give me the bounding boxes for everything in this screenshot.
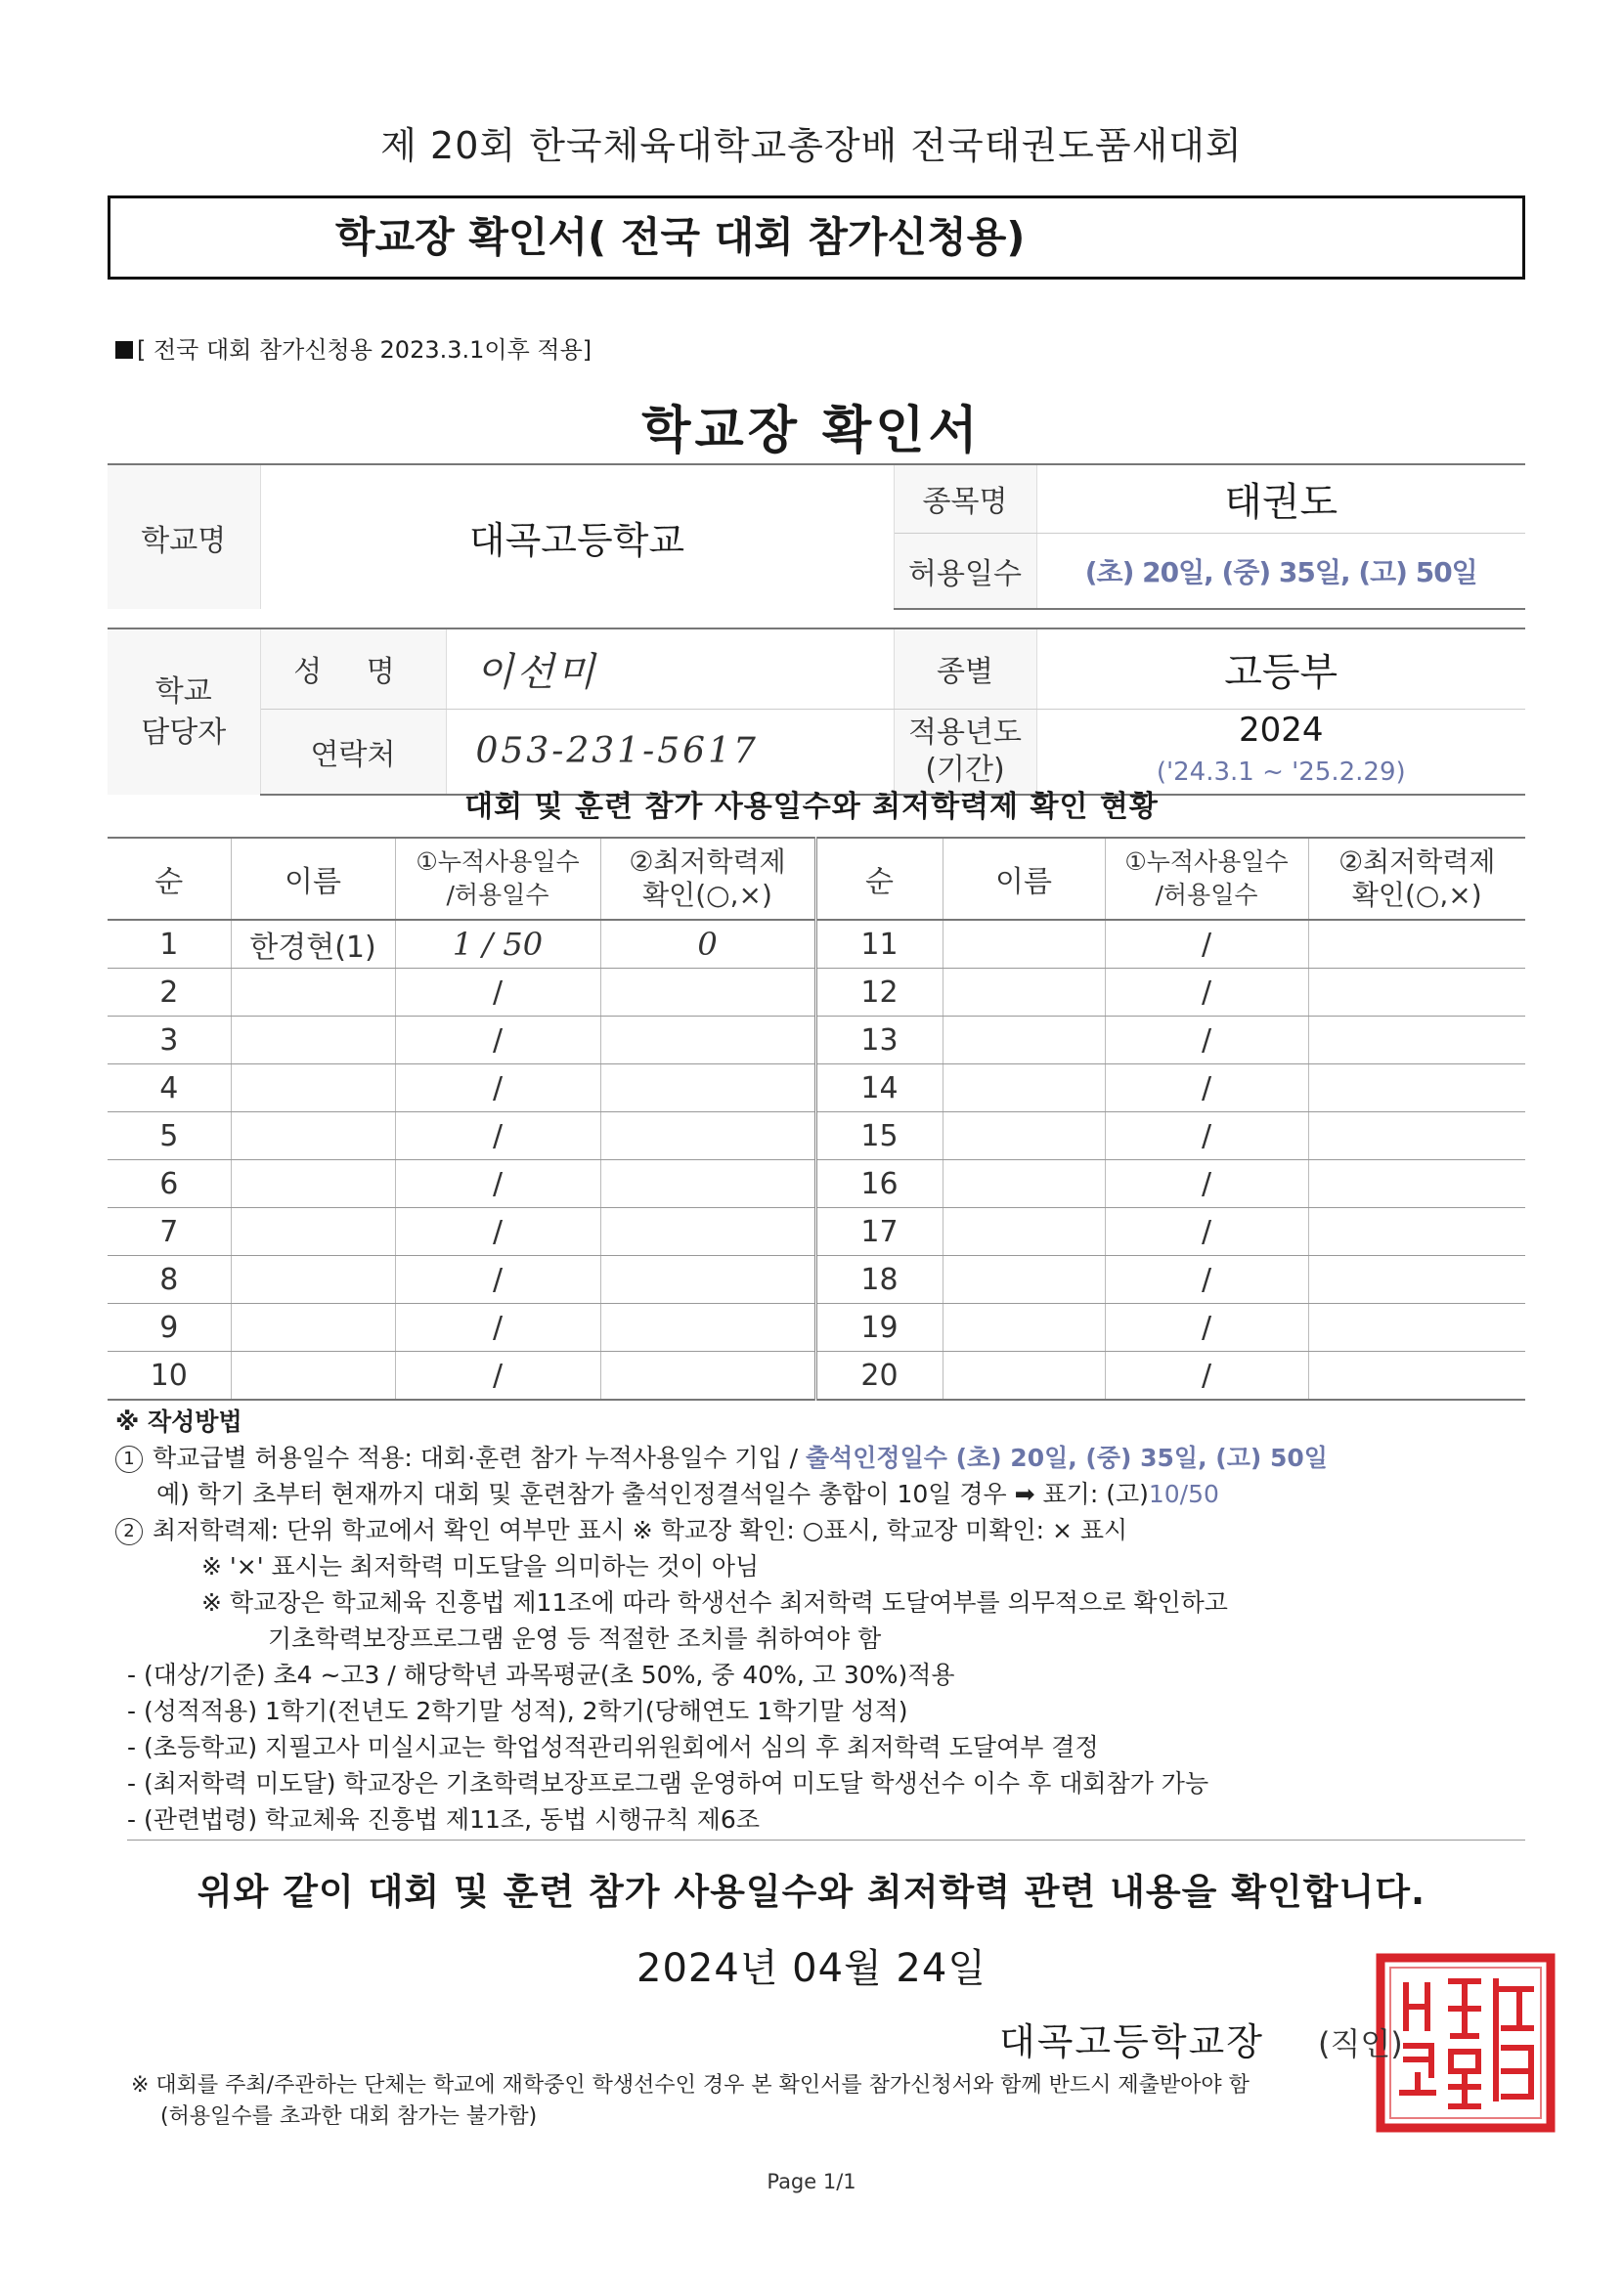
used-days-right: / [1105, 1304, 1308, 1352]
year-value: 2024 [1238, 711, 1324, 751]
confirmation-statement: 위와 같이 대회 및 훈련 참가 사용일수와 최저학력 관련 내용을 확인합니다. [197, 1871, 1426, 1913]
header-min-line1: ②최저학력제 [1338, 845, 1496, 878]
min-score-check-right [1308, 1352, 1525, 1401]
used-days-right: / [1105, 1352, 1308, 1401]
guide-item-1-text: 학교급별 허용일수 적용: 대회·훈련 참가 누적사용일수 기입 / [153, 1444, 799, 1472]
guide-note-2-cont: 기초학력보장프로그램 운영 등 적절한 조치를 취하여야 함 [268, 1625, 882, 1653]
min-score-check-left [600, 1017, 815, 1064]
year-label-line2: (기간) [925, 752, 1005, 787]
participant-name-left [231, 1112, 395, 1160]
seal-label: (직인) [1318, 2025, 1403, 2062]
used-days-right: / [1105, 1160, 1308, 1208]
divider [127, 1840, 1525, 1841]
event-title: 제 20회 한국체육대학교총장배 전국태권도품새대회 [380, 124, 1243, 167]
row-number-left: 2 [108, 969, 231, 1017]
school-label: 학교명 [108, 464, 260, 609]
header-cum-line2: /허용일수 [1155, 881, 1258, 909]
used-days-left: / [395, 969, 600, 1017]
table-row [108, 1256, 1525, 1304]
row-number-right: 15 [815, 1112, 943, 1160]
usage-table [108, 837, 1525, 1401]
usage-table-body [108, 920, 1525, 1400]
manager-label-line1: 학교 [154, 673, 212, 709]
principal-title: 대곡고등학교장 [999, 2020, 1264, 2063]
footnote-line-2: (허용일수를 초과한 대회 참가는 불가함) [160, 2104, 538, 2129]
row-number-left: 8 [108, 1256, 231, 1304]
row-number-left: 9 [108, 1304, 231, 1352]
guide-bullet: - (최저학력 미도달) 학교장은 기초학력보장프로그램 운영하여 미도달 학생선수 이수 후 대회참가 가능 [127, 1769, 1209, 1798]
header-min-line2: 확인(○,×) [642, 879, 772, 911]
guide-bullet: - (관련법령) 학교체육 진흥법 제11조, 동법 시행규칙 제6조 [127, 1805, 760, 1834]
used-days-left: / [395, 1352, 600, 1401]
participant-name-right [943, 1256, 1105, 1304]
table-row [108, 1017, 1525, 1064]
row-number-right: 20 [815, 1352, 943, 1401]
header-cum-left [395, 838, 600, 920]
table-row [108, 1352, 1525, 1401]
min-score-check-left [600, 1160, 815, 1208]
school-name: 대곡고등학교 [260, 464, 894, 609]
used-days-right: / [1105, 1064, 1308, 1112]
form-title-box: 학교장 확인서( 전국 대회 참가신청용) [108, 195, 1525, 280]
guide-example-value: 10/50 [1148, 1480, 1219, 1508]
row-number-right: 12 [815, 969, 943, 1017]
header-seq-left: 순 [108, 838, 231, 920]
used-days-right: / [1105, 1208, 1308, 1256]
participant-name-right [943, 920, 1105, 969]
guide-item-2 [115, 1512, 1523, 1548]
contact-label: 연락처 [260, 709, 446, 795]
period-value: ('24.3.1 ~ '25.2.29) [1156, 758, 1406, 788]
allowed-days-value: (초) 20일, (중) 35일, (고) 50일 [1036, 533, 1525, 609]
row-number-right: 19 [815, 1304, 943, 1352]
guide-note-1: ※ '×' 표시는 최저학력 미도달을 의미하는 것이 아님 [201, 1552, 760, 1581]
row-number-left: 4 [108, 1064, 231, 1112]
min-score-check-left [600, 1352, 815, 1401]
header-min-line1: ②최저학력제 [629, 845, 786, 878]
participant-name-left [231, 1352, 395, 1401]
min-score-check-right [1308, 1208, 1525, 1256]
header-cum-line2: /허용일수 [446, 881, 549, 909]
used-days-right: / [1105, 1017, 1308, 1064]
participant-name-left [231, 1304, 395, 1352]
usage-table-title: 대회 및 훈련 참가 사용일수와 최저학력제 확인 현황 [464, 790, 1159, 824]
division-label: 종별 [894, 628, 1036, 709]
participant-name-right [943, 1352, 1105, 1401]
row-number-left: 5 [108, 1112, 231, 1160]
min-score-check-left [600, 969, 815, 1017]
participant-name-right [943, 1064, 1105, 1112]
table-row [108, 920, 1525, 969]
min-score-check-left [600, 1304, 815, 1352]
guide-item-1 [115, 1440, 1523, 1476]
square-bullet-icon [115, 341, 133, 359]
page-number: Page 1/1 [767, 2170, 856, 2193]
min-score-check-right [1308, 1304, 1525, 1352]
row-number-right: 11 [815, 920, 943, 969]
circled-number-icon: 1 [115, 1446, 143, 1473]
allowed-days-label: 허용일수 [894, 533, 1036, 609]
header-name-left: 이름 [231, 838, 395, 920]
row-number-left: 10 [108, 1352, 231, 1401]
guide-bullet: - (성적적용) 1학기(전년도 2학기말 성적), 2학기(당해연도 1학기말 성적) [127, 1697, 908, 1725]
min-score-check-left [600, 1112, 815, 1160]
header-min-left [600, 838, 815, 920]
header-cum-right [1105, 838, 1308, 920]
min-score-check-right [1308, 1160, 1525, 1208]
used-days-left: / [395, 1017, 600, 1064]
header-min-line2: 확인(○,×) [1351, 879, 1482, 911]
guide-example [115, 1476, 1523, 1512]
application-notice [115, 330, 592, 365]
participant-name-left [231, 1064, 395, 1112]
participant-name-right [943, 1304, 1105, 1352]
division-value: 고등부 [1036, 628, 1525, 709]
table-row [108, 1112, 1525, 1160]
footnote-line-1: ※ 대회를 주최/주관하는 단체는 학교에 재학중인 학생선수인 경우 본 확인서를 참가신청서와 함께 반드시 제출받아야 함 [131, 2073, 1250, 2098]
table-row [108, 1064, 1525, 1112]
header-min-right [1308, 838, 1525, 920]
used-days-left: / [395, 1160, 600, 1208]
used-days-left: 1 / 50 [395, 920, 600, 969]
notice-text: [ 전국 대회 참가신청용 2023.3.1이후 적용] [137, 336, 592, 364]
min-score-check-right [1308, 1256, 1525, 1304]
footnote [131, 2070, 1250, 2133]
used-days-right: / [1105, 1256, 1308, 1304]
participant-name-right [943, 1017, 1105, 1064]
min-score-check-left [600, 1208, 815, 1256]
guide-bullet: - (대상/기준) 초4 ~고3 / 해당학년 과목평균(초 50%, 중 40%, 고 30%)적용 [127, 1661, 955, 1689]
participant-name-right [943, 1112, 1105, 1160]
participant-name-left [231, 1160, 395, 1208]
year-label-line1: 적용년도 [908, 715, 1022, 750]
sport-value: 태권도 [1036, 464, 1525, 533]
min-score-check-right [1308, 920, 1525, 969]
header-name-right: 이름 [943, 838, 1105, 920]
writing-guide [115, 1404, 1523, 1838]
table-row [108, 969, 1525, 1017]
person-name-value: 이선미 [446, 628, 894, 709]
table-row [108, 1304, 1525, 1352]
participant-name-left [231, 1256, 395, 1304]
used-days-right: / [1105, 969, 1308, 1017]
participant-name-right [943, 1160, 1105, 1208]
guide-bullet: - (초등학교) 지필고사 미실시교는 학업성적관리위원회에서 심의 후 최저학력 도달여부 결정 [127, 1733, 1099, 1761]
circled-number-icon: 2 [115, 1518, 143, 1545]
participant-name-left [231, 969, 395, 1017]
manager-label [108, 628, 260, 795]
participant-name-left [231, 1208, 395, 1256]
main-title: 학교장 확인서 [641, 402, 982, 460]
row-number-right: 16 [815, 1160, 943, 1208]
table-row [108, 1160, 1525, 1208]
min-score-check-left [600, 1064, 815, 1112]
row-number-right: 13 [815, 1017, 943, 1064]
min-score-check-left: 0 [600, 920, 815, 969]
min-score-check-right [1308, 1112, 1525, 1160]
manager-label-line2: 담당자 [141, 715, 227, 750]
participant-name-left [231, 1017, 395, 1064]
min-score-check-left [600, 1256, 815, 1304]
used-days-right: / [1105, 1112, 1308, 1160]
header-cum-line1: ①누적사용일수 [1124, 847, 1289, 876]
row-number-left: 1 [108, 920, 231, 969]
header-seq-right: 순 [815, 838, 943, 920]
used-days-left: / [395, 1112, 600, 1160]
min-score-check-right [1308, 1064, 1525, 1112]
contact-value: 053-231-5617 [446, 709, 894, 795]
sport-label: 종목명 [894, 464, 1036, 533]
row-number-left: 7 [108, 1208, 231, 1256]
row-number-left: 6 [108, 1160, 231, 1208]
guide-example-text: 예) 학기 초부터 현재까지 대회 및 훈련참가 출석인정결석일수 총합이 10일 경우 ➡ 표기: (고) [156, 1480, 1149, 1508]
issue-date: 2024년 04월 24일 [636, 1946, 987, 1991]
row-number-right: 18 [815, 1256, 943, 1304]
used-days-left: / [395, 1304, 600, 1352]
row-number-right: 17 [815, 1208, 943, 1256]
info-table [108, 463, 1525, 796]
participant-name-right [943, 969, 1105, 1017]
guide-item-1-highlight: 출석인정일수 (초) 20일, (중) 35일, (고) 50일 [805, 1444, 1328, 1472]
guide-heading: ※ 작성방법 [115, 1408, 242, 1436]
guide-note-2: ※ 학교장은 학교체육 진흥법 제11조에 따라 학생선수 최저학력 도달여부를 의무적으로 확인하고 [201, 1588, 1228, 1617]
used-days-left: / [395, 1256, 600, 1304]
used-days-left: / [395, 1064, 600, 1112]
used-days-left: / [395, 1208, 600, 1256]
used-days-right: / [1105, 920, 1308, 969]
min-score-check-right [1308, 1017, 1525, 1064]
row-number-left: 3 [108, 1017, 231, 1064]
person-name-label: 성 명 [260, 628, 446, 709]
participant-name-left: 한경현(1) [231, 920, 395, 969]
min-score-check-right [1308, 969, 1525, 1017]
row-number-right: 14 [815, 1064, 943, 1112]
table-row [108, 1208, 1525, 1256]
header-cum-line1: ①누적사용일수 [416, 847, 580, 876]
participant-name-right [943, 1208, 1105, 1256]
guide-item-2-text: 최저학력제: 단위 학교에서 확인 여부만 표시 ※ 학교장 확인: ○표시, 학교장 미확인: × 표시 [153, 1516, 1128, 1544]
